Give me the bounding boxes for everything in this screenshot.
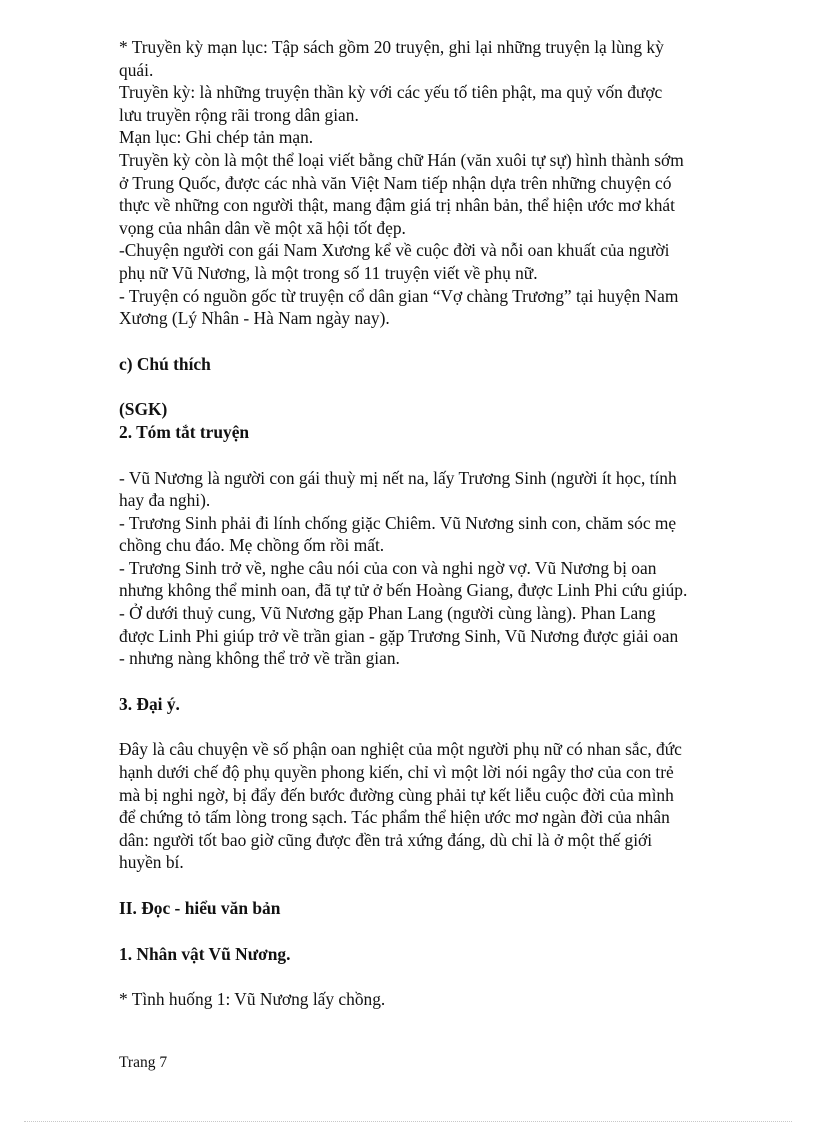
text-line: - Ở dưới thuỷ cung, Vũ Nương gặp Phan Lang (người cùng làng). Phan Lang: [119, 603, 656, 624]
text-line: được Linh Phi giúp trở về trần gian - gặp Trương Sinh, Vũ Nương được giải oan: [119, 625, 679, 646]
document-page: [119, 36, 739, 1011]
text-line: vọng của nhân dân về một xã hội tốt đẹp.: [119, 217, 406, 238]
dai-y-paragraphs: [119, 738, 739, 874]
page-number: Trang 7: [119, 1054, 168, 1071]
text-line: Xương (Lý Nhân - Hà Nam ngày nay).: [119, 308, 390, 329]
text-line: Truyền kỳ: là những truyện thần kỳ với các yếu tố tiên phật, ma quỷ vốn được: [119, 82, 663, 103]
spacer: [119, 670, 739, 693]
text-line: * Truyền kỳ mạn lục: Tập sách gồm 20 truyện, ghi lại những truyện lạ lùng kỳ: [119, 37, 664, 57]
text-line: lưu truyền rộng rãi trong dân gian.: [119, 104, 359, 125]
section-heading-chu-thich: c) Chú thích: [119, 353, 211, 374]
text-line: - Vũ Nương là người con gái thuỳ mị nết na, lấy Trương Sinh (người ít học, tính: [119, 467, 677, 488]
text-line: - Trương Sinh phải đi lính chống giặc Chiêm. Vũ Nương sinh con, chăm sóc mẹ: [119, 512, 677, 533]
spacer: [119, 965, 739, 988]
text-line: hay đa nghi).: [119, 490, 211, 511]
spacer: [119, 444, 739, 467]
tom-tat-paragraphs: [119, 467, 739, 670]
section-heading-doc-hieu: II. Đọc - hiểu văn bản: [119, 898, 281, 918]
text-line: - Truyện có nguồn gốc từ truyện cổ dân gian “Vợ chàng Trương” tại huyện Nam: [119, 285, 679, 306]
text-line: Mạn lục: Ghi chép tản mạn.: [119, 127, 314, 148]
chu-thich-body: (SGK): [119, 399, 168, 420]
truyen-ky-paragraphs: [119, 36, 739, 330]
text-line: phụ nữ Vũ Nương, là một trong số 11 truyện viết về phụ nữ.: [119, 262, 538, 283]
text-line: quái.: [119, 59, 154, 80]
text-line: huyền bí.: [119, 852, 184, 873]
text-line: -Chuyện người con gái Nam Xương kể về cuộc đời và nỗi oan khuất của người: [119, 240, 670, 261]
spacer: [119, 715, 739, 738]
section-heading-dai-y: 3. Đại ý.: [119, 693, 180, 714]
text-line: - Trương Sinh trở về, nghe câu nói của con và nghi ngờ vợ. Vũ Nương bị oan: [119, 557, 657, 578]
page-bottom-divider: [24, 1121, 792, 1122]
text-line: Truyền kỳ còn là một thể loại viết bằng chữ Hán (văn xuôi tự sự) hình thành sớm: [119, 149, 684, 170]
text-line: Đây là câu chuyện về số phận oan nghiệt của một người phụ nữ có nhan sắc, đức: [119, 739, 682, 760]
text-line: chồng chu đáo. Mẹ chồng ốm rồi mất.: [119, 535, 385, 556]
text-line: để chứng tỏ tấm lòng trong sạch. Tác phẩm thể hiện ước mơ ngàn đời của nhân: [119, 807, 670, 828]
text-line: - nhưng nàng không thể trở về trần gian.: [119, 648, 400, 669]
text-line: mà bị nghi ngờ, bị đẩy đến bước đường cùng phải tự kết liễu cuộc đời của mình: [119, 784, 674, 805]
text-line: nhưng không thể minh oan, đã tự tử ở bến Hoàng Giang, được Linh Phi cứu giúp.: [119, 580, 688, 601]
text-line: thực về những con người thật, mang đậm giá trị nhân bản, thể hiện ước mơ khát: [119, 195, 675, 216]
spacer: [119, 375, 739, 398]
spacer: [119, 920, 739, 943]
spacer: [119, 874, 739, 897]
section-heading-tom-tat: 2. Tóm tắt truyện: [119, 421, 250, 442]
section-heading-nhan-vat: 1. Nhân vật Vũ Nương.: [119, 943, 291, 964]
tinh-huong-line: * Tình huống 1: Vũ Nương lấy chồng.: [119, 989, 386, 1010]
spacer: [119, 330, 739, 353]
text-line: ở Trung Quốc, được các nhà văn Việt Nam tiếp nhận dựa trên những chuyện có: [119, 172, 672, 193]
text-line: dân: người tốt bao giờ cũng được đền trả xứng đáng, dù chỉ là ở một thế giới: [119, 829, 653, 850]
text-line: hạnh dưới chế độ phụ quyền phong kiến, chỉ vì một lời nói ngây thơ của con trẻ: [119, 762, 674, 783]
